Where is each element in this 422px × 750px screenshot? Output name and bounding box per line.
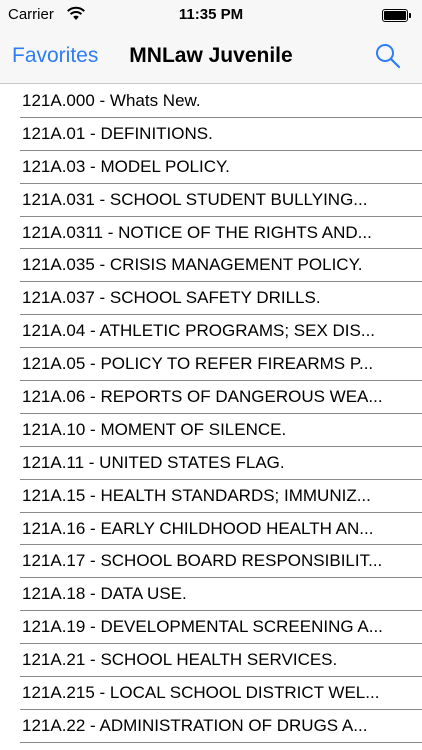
list-item[interactable] <box>0 545 422 578</box>
list-item[interactable] <box>0 184 422 217</box>
list-item-label: 121A.19 - DEVELOPMENTAL SCREENING A... <box>22 617 383 637</box>
list-item-label: 121A.15 - HEALTH STANDARDS; IMMUNIZ... <box>22 485 371 505</box>
list-item-label: 121A.031 - SCHOOL STUDENT BULLYING... <box>22 189 368 209</box>
search-icon[interactable] <box>374 42 402 70</box>
list-item[interactable] <box>0 85 422 118</box>
status-time: 11:35 PM <box>178 6 244 23</box>
list-item-label: 121A.17 - SCHOOL BOARD RESPONSIBILIT... <box>22 551 383 571</box>
navigation-bar <box>0 30 422 84</box>
list-item-label: 121A.000 - Whats New. <box>22 91 201 110</box>
list-item-label: 121A.215 - LOCAL SCHOOL DISTRICT WEL... <box>22 683 380 703</box>
list-item-label: 121A.06 - REPORTS OF DANGEROUS WEA... <box>22 387 383 407</box>
list-item-label: 121A.0311 - NOTICE OF THE RIGHTS AND... <box>22 222 372 242</box>
list-item[interactable] <box>0 611 422 644</box>
list-item-label: 121A.16 - EARLY CHILDHOOD HEALTH AN... <box>22 518 374 538</box>
list-item-label: 121A.03 - MODEL POLICY. <box>22 156 230 176</box>
list-item[interactable] <box>0 513 422 546</box>
list-item[interactable] <box>0 578 422 611</box>
list-item-label: 121A.035 - CRISIS MANAGEMENT POLICY. <box>22 255 363 275</box>
page-title <box>0 44 422 68</box>
list-item[interactable] <box>0 480 422 513</box>
status-bar <box>0 0 422 30</box>
list-item-label: 121A.01 - DEFINITIONS. <box>22 123 213 143</box>
list-item[interactable] <box>0 249 422 282</box>
battery-icon <box>382 9 412 23</box>
list-item-label: 121A.22 - ADMINISTRATION OF DRUGS A... <box>22 715 368 735</box>
carrier-label: Carrier <box>8 6 54 23</box>
list-item[interactable] <box>0 217 422 250</box>
row-divider <box>20 742 422 743</box>
list-item-label: 121A.04 - ATHLETIC PROGRAMS; SEX DIS... <box>22 321 376 341</box>
list-item-label: 121A.037 - SCHOOL SAFETY DRILLS. <box>22 288 321 308</box>
favorites-button[interactable]: Favorites <box>12 44 99 67</box>
list-item[interactable] <box>0 315 422 348</box>
list-item[interactable] <box>0 381 422 414</box>
list-item[interactable] <box>0 414 422 447</box>
statute-list[interactable] <box>0 85 422 750</box>
list-item[interactable] <box>0 118 422 151</box>
list-item[interactable] <box>0 348 422 381</box>
list-item-label: 121A.11 - UNITED STATES FLAG. <box>22 452 285 472</box>
list-item[interactable] <box>0 151 422 184</box>
list-item[interactable] <box>0 644 422 677</box>
list-item-label: 121A.05 - POLICY TO REFER FIREARMS P... <box>22 354 374 374</box>
list-item[interactable] <box>0 677 422 710</box>
list-item[interactable] <box>0 710 422 743</box>
list-item[interactable] <box>0 282 422 315</box>
list-item-label: 121A.10 - MOMENT OF SILENCE. <box>22 419 287 439</box>
list-item-label: 121A.18 - DATA USE. <box>22 584 187 604</box>
list-item-label: 121A.21 - SCHOOL HEALTH SERVICES. <box>22 650 338 670</box>
list-item[interactable] <box>0 447 422 480</box>
page-title-text: MNLaw Juvenile <box>129 44 293 67</box>
